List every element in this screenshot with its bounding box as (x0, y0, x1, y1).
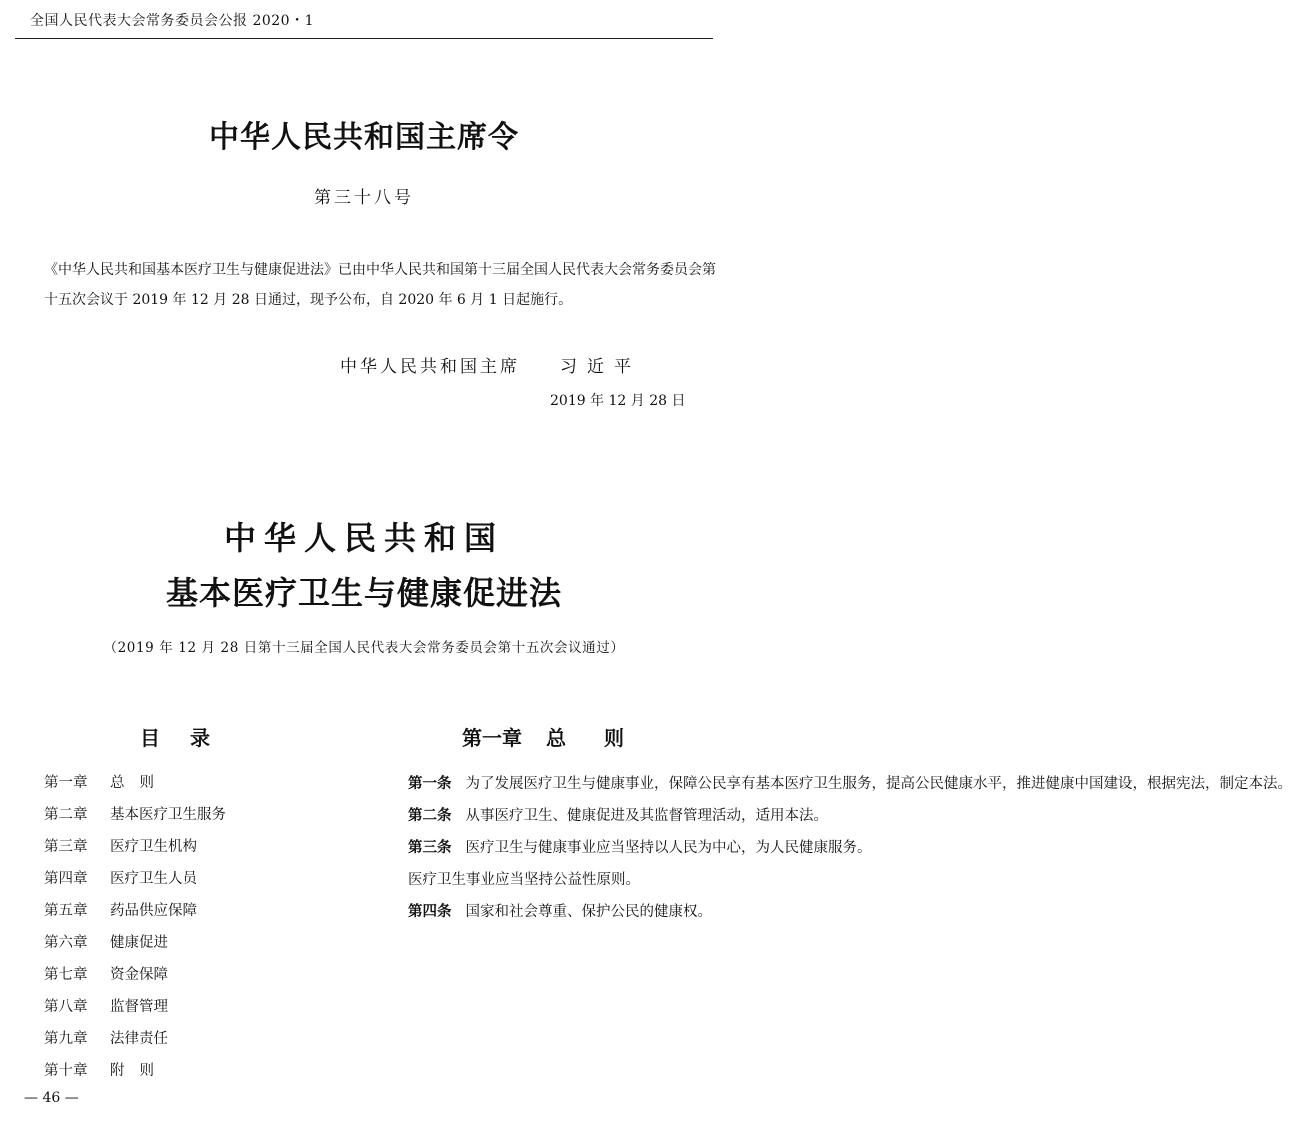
order-number: 第三十八号 (314, 188, 414, 208)
article-label: 第四条 (408, 904, 452, 920)
signing-date: 2019 年 12 月 28 日 (550, 393, 686, 409)
toc-chapter-name: 监督管理 (110, 999, 168, 1015)
law-title-line2: 基本医疗卫生与健康促进法 (165, 574, 562, 612)
article (379, 896, 713, 928)
adoption-note: （2019 年 12 月 28 日第十三届全国人民代表大会常务委员会第十五次会议通过） (103, 640, 625, 656)
toc-item (44, 928, 364, 960)
toc-item (44, 864, 364, 896)
header-divider (15, 38, 713, 39)
order-text: 《中华人民共和国基本医疗卫生与健康促进法》已由中华人民共和国第十三届全国人民代表大会常务委员会第十五次会议于 2019 年 12 月 28 日通过，现予公布，自 2020 年 6 月 1 日起施行。 (44, 262, 716, 308)
toc-chapter-number: 第五章 (44, 903, 88, 919)
toc-chapter-name: 医疗卫生人员 (110, 871, 197, 887)
toc-item (44, 960, 364, 992)
page-number: — 46 — (24, 1090, 79, 1106)
toc-item (44, 768, 364, 800)
chapter-heading (462, 722, 662, 751)
chapter-heading-number: 第一章 (462, 726, 522, 750)
toc-chapter-name: 医疗卫生机构 (110, 839, 197, 855)
toc-chapter-name: 药品供应保障 (110, 903, 197, 919)
article (379, 768, 1292, 800)
toc-item (44, 832, 364, 864)
toc-chapter-number: 第十章 (44, 1063, 88, 1079)
article-label: 第二条 (408, 808, 452, 824)
gazette-header: 全国人民代表大会常务委员会公报 2020・1 (30, 13, 314, 29)
toc-item (44, 1056, 364, 1088)
chapter-heading-name: 总则 (546, 726, 662, 750)
toc-chapter-number: 第四章 (44, 871, 88, 887)
toc-chapter-number: 第七章 (44, 967, 88, 983)
toc-chapter-name: 资金保障 (110, 967, 168, 983)
toc-chapter-name: 基本医疗卫生服务 (110, 807, 226, 823)
toc-chapter-name: 健康促进 (110, 935, 168, 951)
toc-chapter-number: 第一章 (44, 775, 88, 791)
toc-chapter-name: 总则 (110, 775, 169, 791)
toc-heading: 目录 (140, 726, 240, 750)
article-label: 第三条 (408, 840, 452, 856)
article-text: 为了发展医疗卫生与健康事业，保障公民享有基本医疗卫生服务，提高公民健康水平，推进健康中国建设，根据宪法，制定本法。 (465, 776, 1292, 792)
toc-chapter-number: 第二章 (44, 807, 88, 823)
toc-chapter-number: 第八章 (44, 999, 88, 1015)
article-text: 医疗卫生与健康事业应当坚持以人民为中心，为人民健康服务。 (465, 840, 872, 856)
toc-chapter-number: 第三章 (44, 839, 88, 855)
article-text: 国家和社会尊重、保护公民的健康权。 (465, 904, 712, 920)
toc-item (44, 1024, 364, 1056)
article-label: 第一条 (408, 776, 452, 792)
toc-item (44, 992, 364, 1024)
signer-name: 习近平 (560, 357, 641, 377)
toc-chapter-name: 法律责任 (110, 1031, 168, 1047)
toc-item (44, 896, 364, 928)
toc-chapter-name: 附则 (110, 1063, 169, 1079)
article-paragraph (379, 864, 713, 896)
signer-title: 中华人民共和国主席 (340, 357, 520, 377)
article-text: 医疗卫生事业应当坚持公益性原则。 (408, 872, 640, 888)
toc-chapter-number: 第六章 (44, 935, 88, 951)
toc-chapter-number: 第九章 (44, 1031, 88, 1047)
order-title: 中华人民共和国主席令 (209, 120, 519, 155)
article-text: 从事医疗卫生、健康促进及其监督管理活动，适用本法。 (465, 808, 828, 824)
toc-item (44, 800, 364, 832)
article (379, 800, 828, 832)
law-title-line1: 中华人民共和国 (223, 519, 504, 557)
article (379, 832, 872, 864)
table-of-contents (44, 768, 364, 1088)
chapter-articles (379, 768, 1292, 928)
